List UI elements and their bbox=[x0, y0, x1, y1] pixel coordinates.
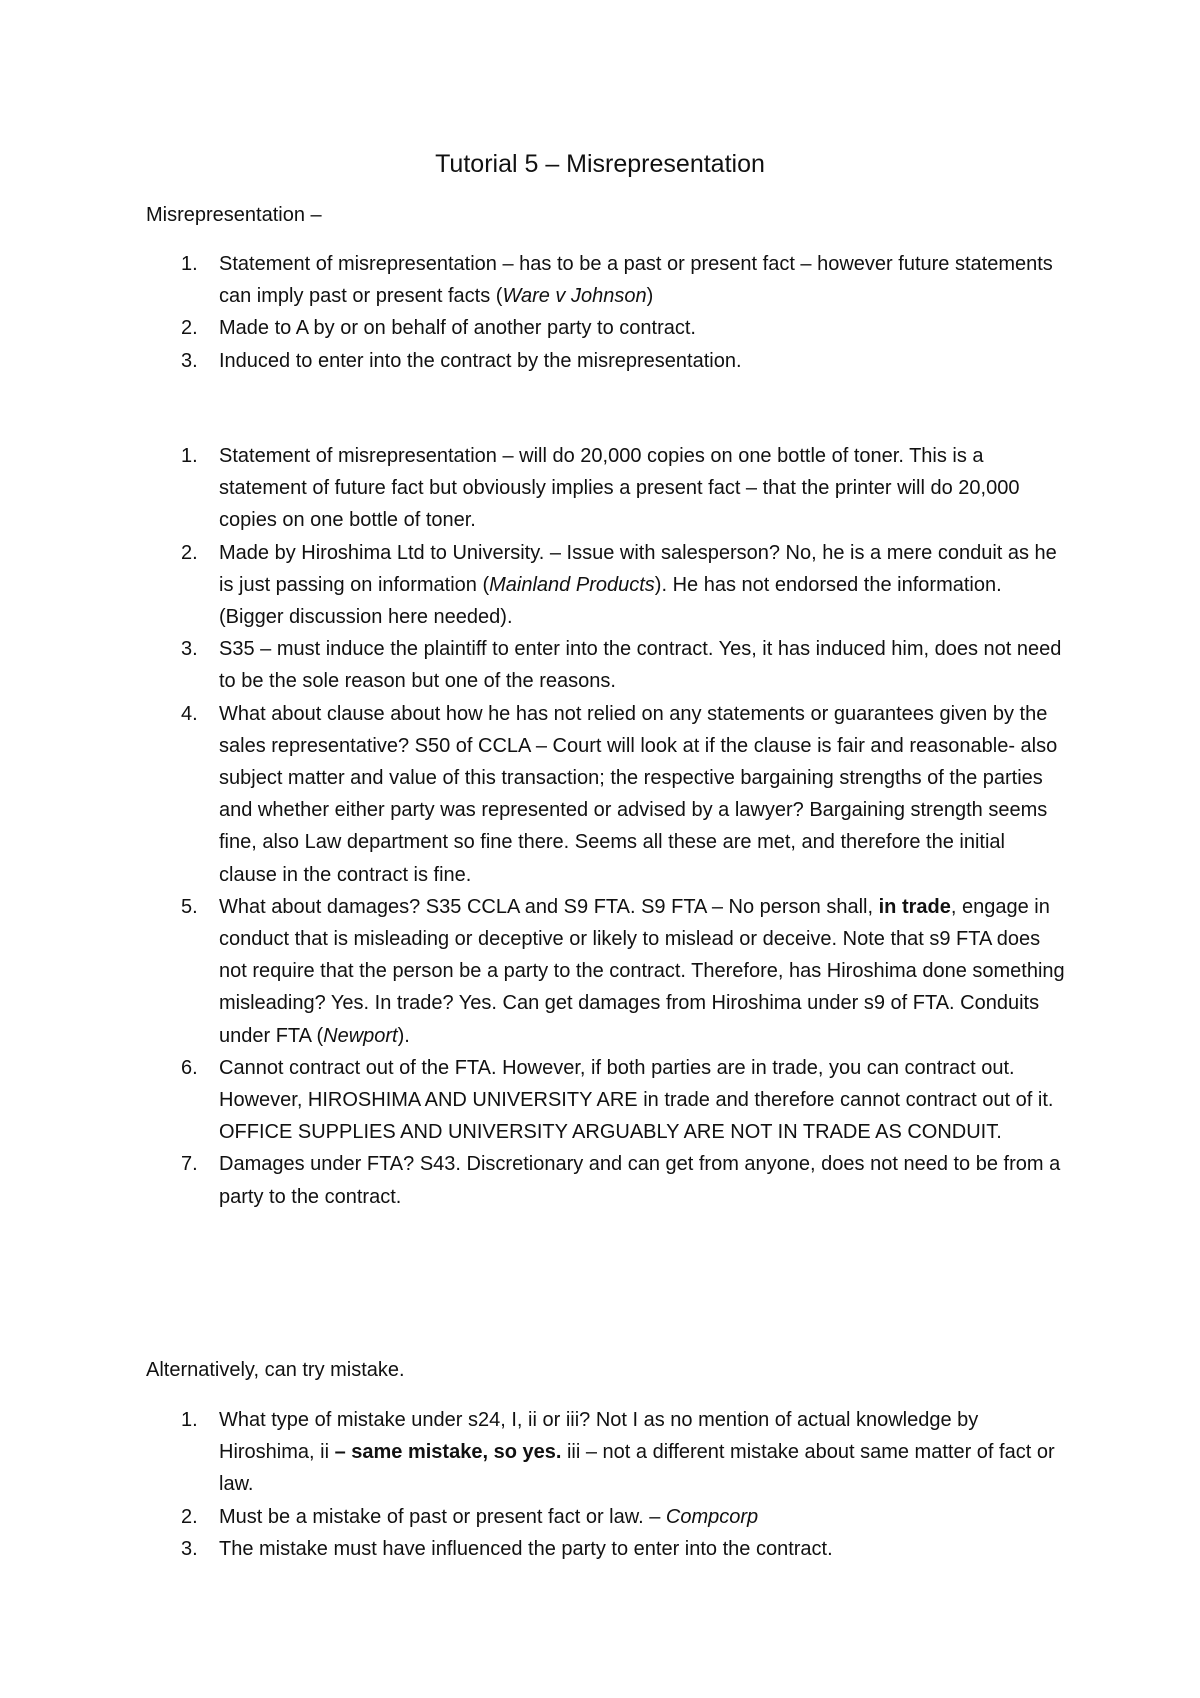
list-item-number: 1. bbox=[181, 445, 198, 467]
text-run: ). bbox=[397, 1024, 410, 1047]
list-item bbox=[146, 248, 1066, 312]
application-list bbox=[146, 440, 1066, 1213]
list-item bbox=[146, 345, 1066, 377]
italic-citation: Newport bbox=[323, 1024, 398, 1047]
bold-emphasis: – same mistake, so yes. bbox=[334, 1441, 562, 1464]
list-item-text bbox=[219, 1501, 1066, 1533]
list-item bbox=[146, 440, 1066, 537]
list-item-number: 6. bbox=[181, 1056, 198, 1079]
list-item-number: 2. bbox=[181, 317, 198, 340]
list-item-text bbox=[219, 1148, 1066, 1212]
list-item bbox=[146, 633, 1066, 697]
list-item bbox=[146, 698, 1066, 891]
text-run: Must be a mistake of past or present fact or law. – bbox=[219, 1505, 666, 1528]
section-heading-misrepresentation: Misrepresentation – bbox=[146, 204, 322, 226]
list-item-number: 2. bbox=[181, 1505, 198, 1528]
list-item-number: 3. bbox=[181, 1537, 198, 1560]
text-run: ). He has not endorsed the information. (Bigger discussion here needed). bbox=[219, 573, 1002, 629]
list-item-text bbox=[219, 345, 1066, 377]
bold-emphasis: in trade bbox=[878, 895, 951, 918]
text-run: ) bbox=[646, 285, 654, 308]
list-item-number: 3. bbox=[181, 349, 198, 372]
list-item-number: 2. bbox=[181, 541, 198, 564]
list-item bbox=[146, 1148, 1066, 1212]
list-item-text bbox=[219, 248, 1066, 312]
text-run: Cannot contract out of the FTA. However, if both parties are in trade, you can contract out. However, HIROSHIMA AND UNIVERSITY ARE in trade and therefore cannot contract out of it. OFFICE SUPPLIES AND UNIVERSITY ARGUABLY ARE NOT IN TRADE AS CONDUIT. bbox=[219, 1056, 1054, 1144]
text-run: iii – not a different mistake about same matter of fact or law. bbox=[219, 1441, 1055, 1496]
text-run: What type of mistake under s24, I, ii or iii? Not I as no mention of actual knowledge by Hiroshima, ii bbox=[219, 1409, 979, 1464]
list-item bbox=[146, 1052, 1066, 1149]
list-item-number: 1. bbox=[181, 253, 198, 275]
list-item-number: 5. bbox=[181, 895, 198, 918]
list-item-text bbox=[219, 537, 1066, 634]
list-item bbox=[146, 312, 1066, 344]
list-item bbox=[146, 1533, 1066, 1565]
italic-citation: Mainland Products bbox=[489, 573, 655, 596]
list-item-text bbox=[219, 440, 1066, 537]
list-item-text bbox=[219, 633, 1066, 697]
text-run: Statement of misrepresentation – has to be a past or present fact – however future statements can imply past or present facts ( bbox=[219, 253, 1053, 308]
list-item bbox=[146, 1501, 1066, 1533]
mistake-list bbox=[146, 1404, 1066, 1565]
text-run: S35 – must induce the plaintiff to enter into the contract. Yes, it has induced him, does not need to be the sole reason but one of the reasons. bbox=[219, 638, 1062, 693]
text-run: , engage in conduct that is misleading or deceptive or likely to mislead or deceive. Note that s9 FTA does not require that the person be a party to the contract. Therefore, has Hiroshima done something misleading? Yes. In trade? Yes. Can get damages from Hiroshima under s9 of FTA. Conduits under FTA ( bbox=[219, 895, 1065, 1047]
italic-citation: Compcorp bbox=[665, 1505, 759, 1528]
list-item bbox=[146, 891, 1066, 1052]
list-item-number: 3. bbox=[181, 638, 198, 661]
text-run: The mistake must have influenced the party to enter into the contract. bbox=[219, 1537, 833, 1560]
list-item-number: 4. bbox=[181, 702, 198, 725]
list-item-text bbox=[219, 1052, 1066, 1149]
list-item-text bbox=[219, 1404, 1066, 1501]
text-run: Induced to enter into the contract by the misrepresentation. bbox=[219, 349, 742, 372]
list-item bbox=[146, 1404, 1066, 1501]
document-title: Tutorial 5 – Misrepresentation bbox=[435, 150, 765, 178]
list-item-text bbox=[219, 698, 1066, 891]
misrepresentation-elements-list bbox=[146, 248, 1066, 377]
text-run: Statement of misrepresentation – will do 20,000 copies on one bottle of toner. This is a statement of future fact but obviously implies a present fact – that the printer will do 20,000 copies on one bottle of toner. bbox=[219, 445, 1020, 532]
list-item bbox=[146, 537, 1066, 634]
list-item-text bbox=[219, 312, 1066, 344]
list-item-number: 1. bbox=[181, 1409, 198, 1431]
section-heading-mistake: Alternatively, can try mistake. bbox=[146, 1359, 405, 1381]
text-run: Damages under FTA? S43. Discretionary and can get from anyone, does not need to be from a party to the contract. bbox=[219, 1153, 1061, 1208]
text-run: Made to A by or on behalf of another party to contract. bbox=[219, 317, 696, 340]
text-run: What about damages? S35 CCLA and S9 FTA. S9 FTA – No person shall, bbox=[219, 895, 879, 918]
text-run: What about clause about how he has not relied on any statements or guarantees given by the sales representative? S50 of CCLA – Court will look at if the clause is fair and reasonable- also subject matter and value of this transaction; the respective bargaining strengths of the parties and whether either party was represented or advised by a lawyer? Bargaining strength seems fine, also Law department so fine there. Seems all these are met, and therefore the initial clause in the contract is fine. bbox=[219, 702, 1058, 886]
list-item-text bbox=[219, 1533, 1066, 1565]
list-item-number: 7. bbox=[181, 1153, 198, 1176]
text-run: Made by Hiroshima Ltd to University. – Issue with salesperson? No, he is a mere conduit as he is just passing on information ( bbox=[219, 541, 1057, 596]
italic-citation: Ware v Johnson bbox=[502, 285, 647, 308]
list-item-text bbox=[219, 891, 1066, 1052]
